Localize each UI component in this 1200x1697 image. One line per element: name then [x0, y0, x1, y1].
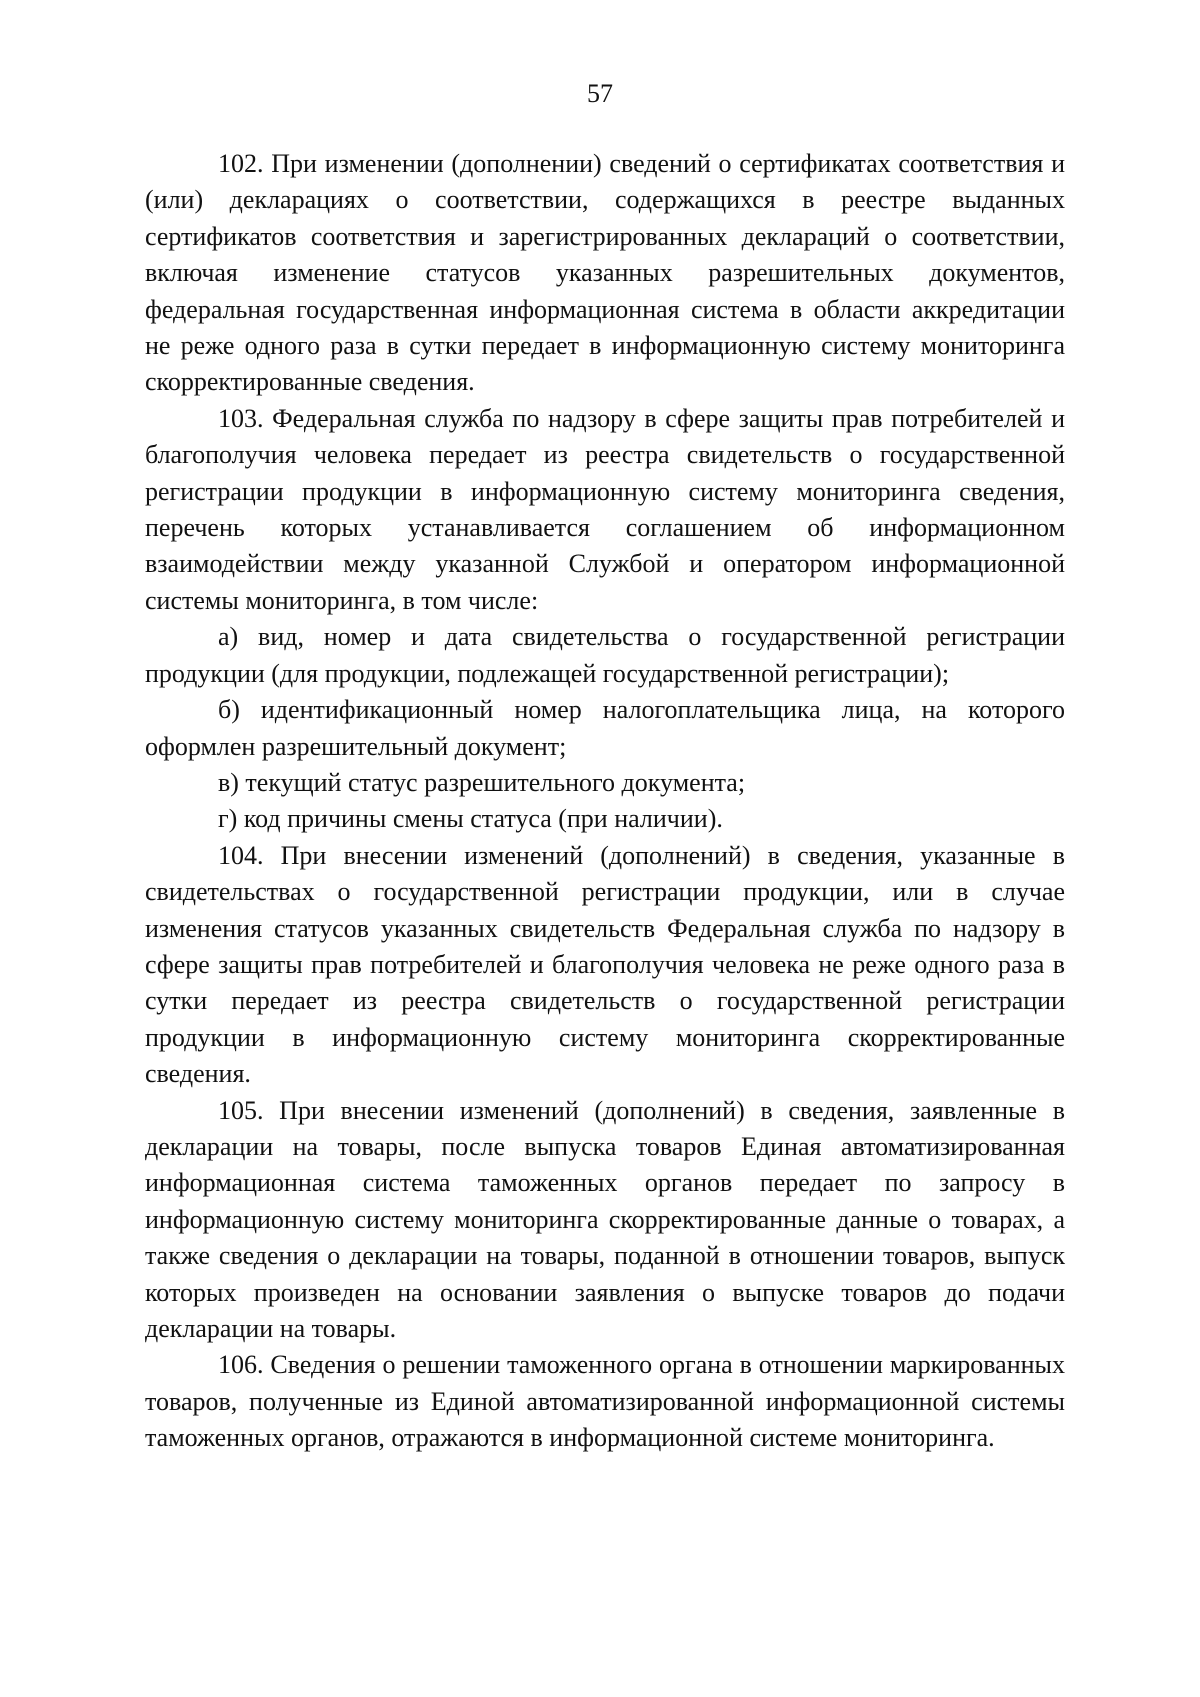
paragraph-103: 103. Федеральная служба по надзору в сфере защиты прав потребителей и благополучия человека передает из реестра свидетельств о государственной регистрации продукции в информационную систему мониторинга сведения, перечень которых устанавливается соглашением об информационном взаимодействии между указанной Службой и оператором информационной системы мониторинга, в том числе: — [145, 403, 1065, 615]
document-body — [145, 146, 1065, 1457]
paragraph-104: 104. При внесении изменений (дополнений) в сведения, указанные в свидетельствах о государственной регистрации продукции, или в случае изменения статусов указанных свидетельств Федеральная служба по надзору в сфере защиты прав потребителей и благополучия человека не реже одного раза в сутки передает из реестра свидетельств о государственной регистрации продукции в информационную систему мониторинга скорректированные сведения. — [145, 840, 1065, 1089]
paragraph-103-item-v: в) текущий статус разрешительного документа; — [218, 767, 746, 797]
paragraph-103-item-a: а) вид, номер и дата свидетельства о государственной регистрации продукции (для продукции, подлежащей государственной регистрации); — [145, 622, 1065, 688]
paragraph-103-item-b: б) идентификационный номер налогоплательщика лица, на которого оформлен разрешительный документ; — [145, 695, 1065, 761]
paragraph-106: 106. Сведения о решении таможенного органа в отношении маркированных товаров, полученные из Единой автоматизированной информационной системы таможенных органов, отражаются в информационной системе мониторинга. — [145, 1350, 1065, 1453]
paragraph-105: 105. При внесении изменений (дополнений) в сведения, заявленные в декларации на товары, после выпуска товаров Единая автоматизированная информационная система таможенных органов передает по запросу в информационную систему мониторинга скорректированные данные о товарах, а также сведения о декларации на товары, поданной в отношении товаров, выпуск которых произведен на основании заявления о выпуске товаров до подачи декларации на товары. — [145, 1095, 1065, 1343]
page-number: 57 — [587, 79, 613, 108]
paragraph-102: 102. При изменении (дополнении) сведений о сертификатах соответствия и (или) декларациях о соответствии, содержащихся в реестре выданных сертификатов соответствия и зарегистрированных деклараций о соответствии, включая изменение статусов указанных разрешительных документов, федеральная государственная информационная система в области аккредитации не реже одного раза в сутки передает в информационную систему мониторинга скорректированные сведения. — [145, 149, 1065, 397]
paragraph-103-item-g: г) код причины смены статуса (при наличии). — [218, 804, 723, 834]
